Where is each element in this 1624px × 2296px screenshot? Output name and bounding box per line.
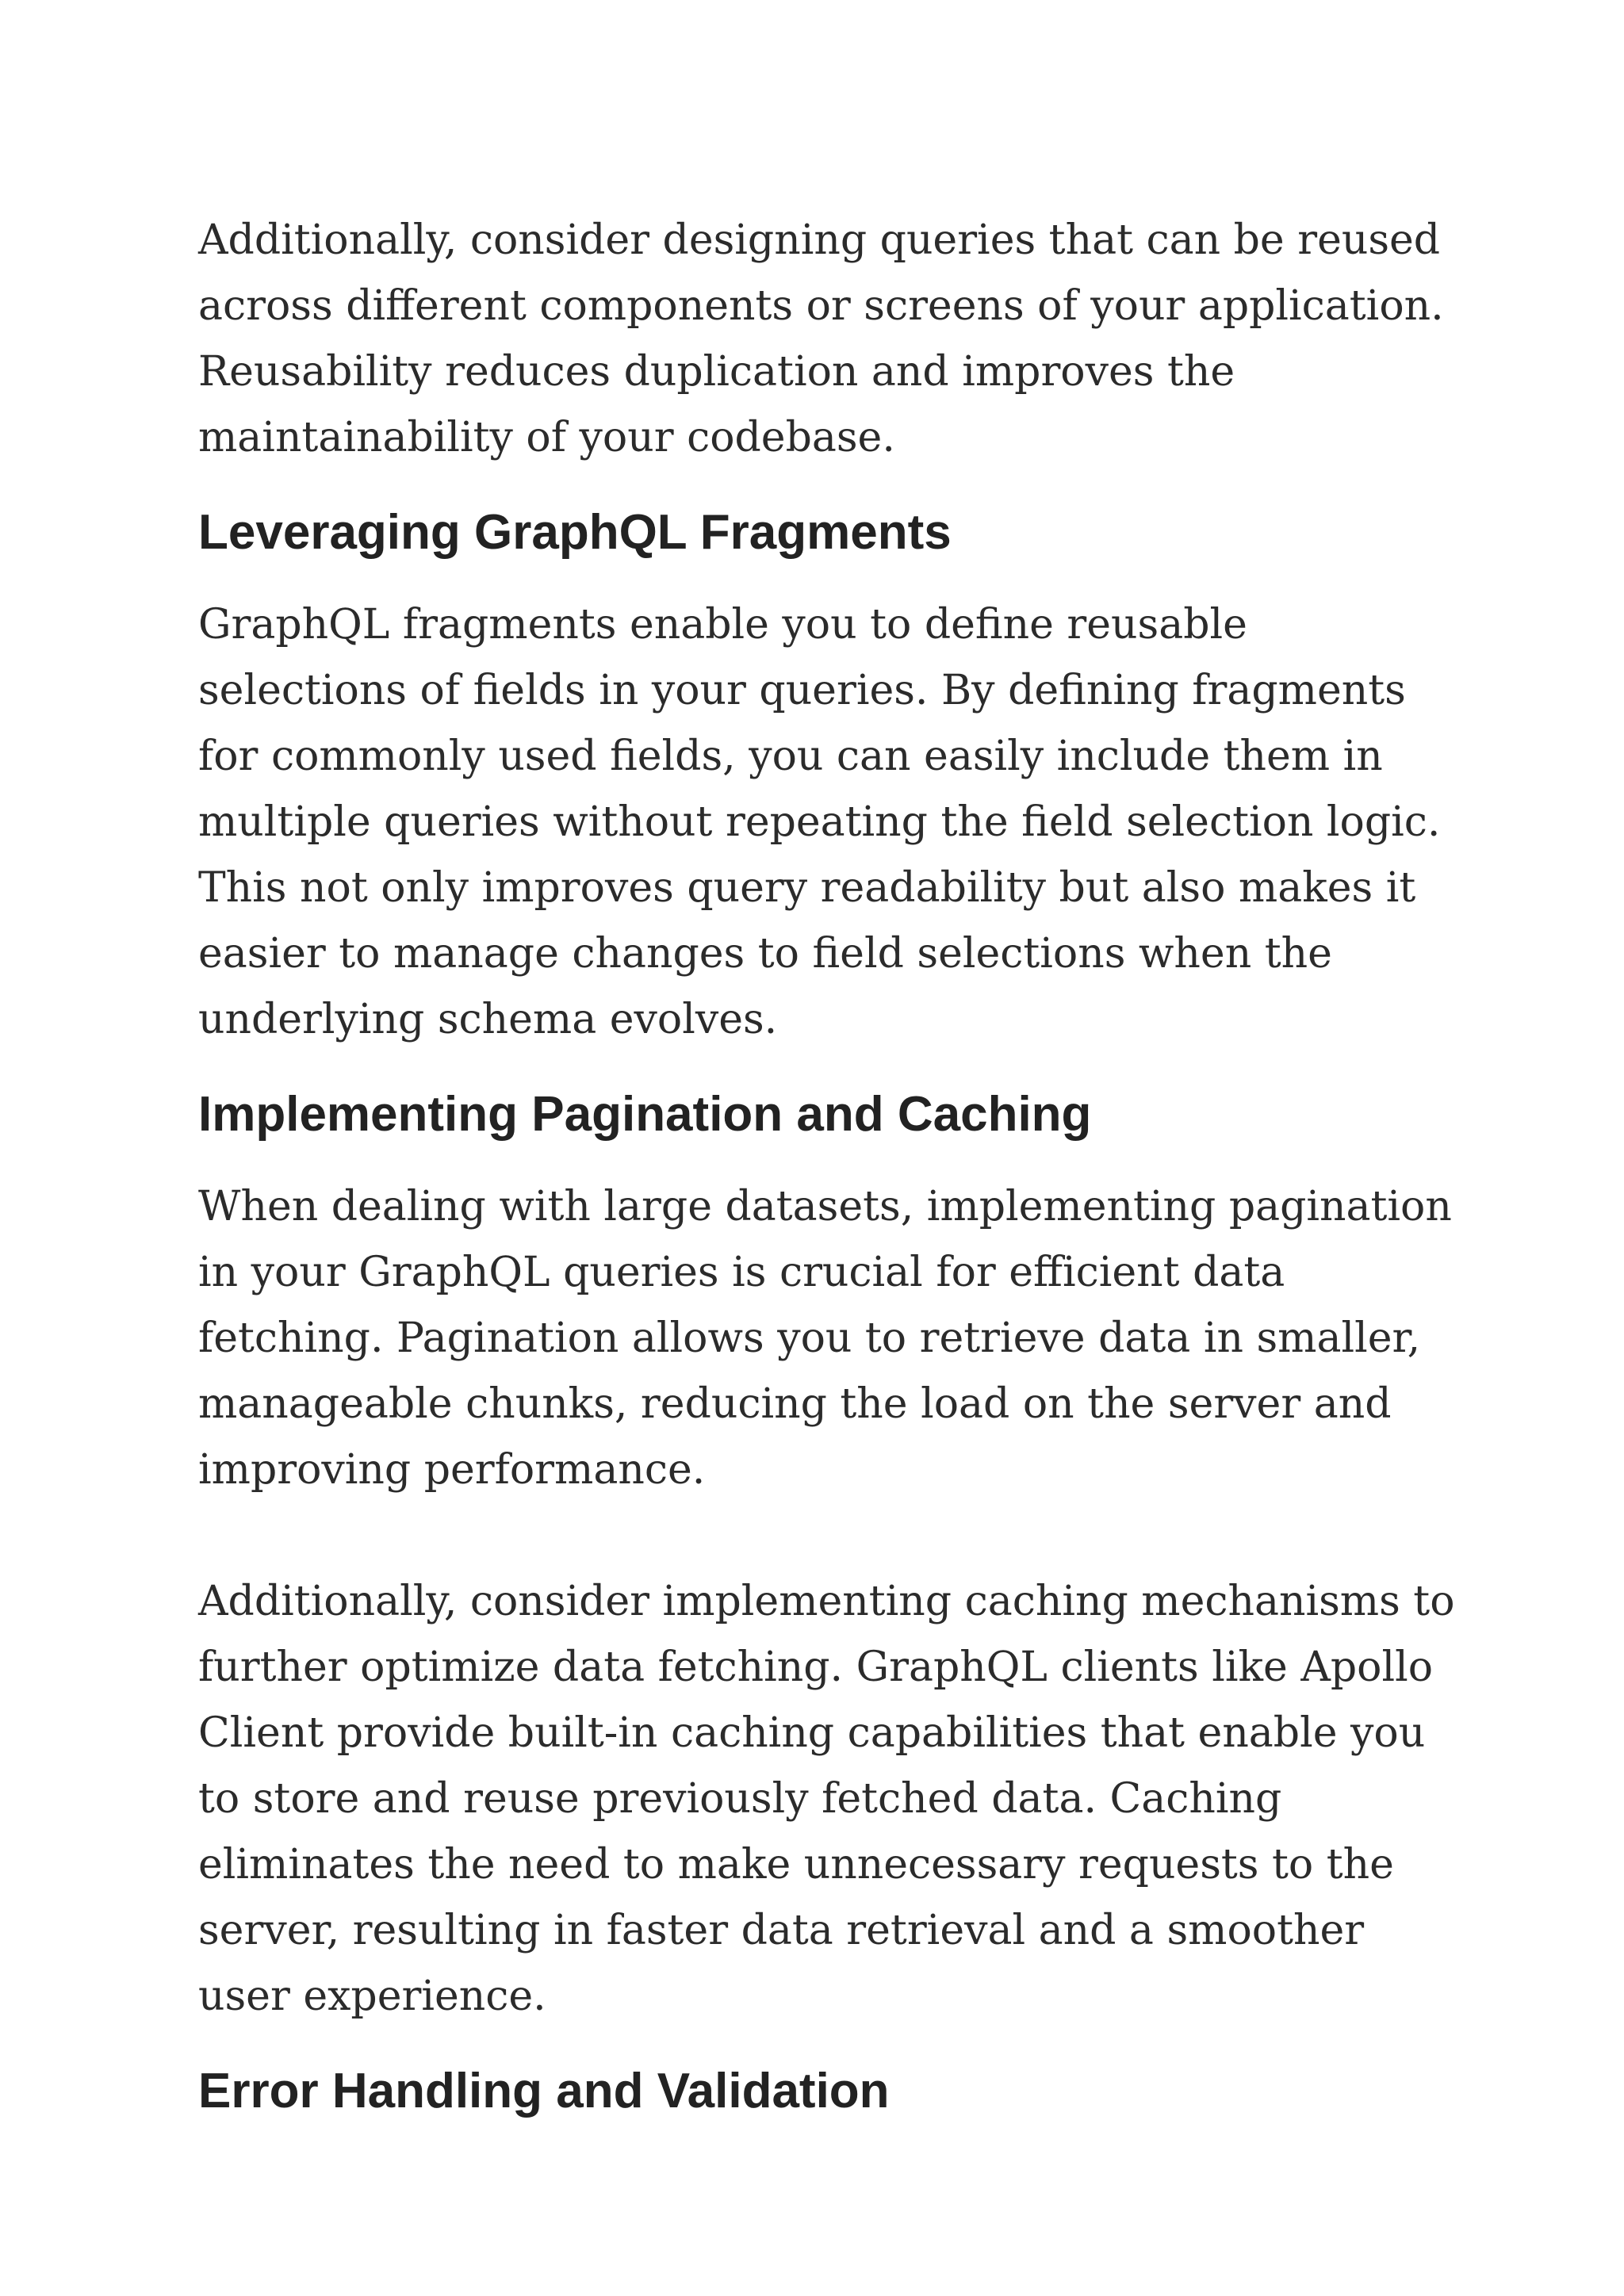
heading-graphql-fragments: Leveraging GraphQL Fragments bbox=[198, 505, 952, 560]
heading-error-handling: Error Handling and Validation bbox=[198, 2064, 890, 2118]
paragraph-query-reusability: Additionally, consider designing queries that can be reused across different components or screens of your application. Reusability reduces duplication and improves the maintainability of your codebase. bbox=[198, 216, 1444, 461]
heading-pagination-caching: Implementing Pagination and Caching bbox=[198, 1087, 1092, 1142]
paragraph-fragments: GraphQL fragments enable you to define reusable selections of fields in your queries. By defining fragments for commonly used fields, you can easily include them in multiple queries without repeating the field selection logic. This not only improves query readability but also makes it easier to manage changes to field selections when the underlying schema evolves. bbox=[198, 601, 1441, 1043]
paragraph-caching: Additionally, consider implementing caching mechanisms to further optimize data fetching. GraphQL clients like Apollo Client provide built-in caching capabilities that enable you to store and reuse previously fetched data. Caching eliminates the need to make unnecessary requests to the server, resulting in faster data retrieval and a smoother user experience. bbox=[198, 1578, 1455, 2020]
document-content bbox=[198, 208, 1459, 2124]
paragraph-pagination: When dealing with large datasets, implementing pagination in your GraphQL queries is crucial for efficient data fetching. Pagination allows you to retrieve data in smaller, manageable chunks, reducing the load on the server and improving performance. bbox=[198, 1183, 1452, 1494]
